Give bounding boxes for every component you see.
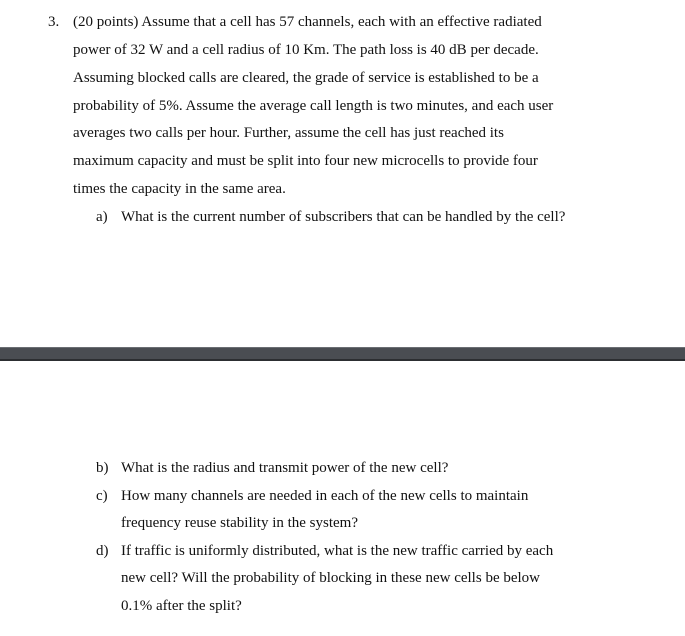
part-d-text-line: If traffic is uniformly distributed, what is the new traffic carried by each bbox=[121, 543, 554, 559]
question-text-line: (20 points) Assume that a cell has 57 channels, each with an effective radiated bbox=[73, 14, 542, 30]
question-text-line: probability of 5%. Assume the average call length is two minutes, and each user bbox=[73, 98, 554, 114]
question-number: 3. bbox=[48, 14, 60, 30]
part-c-label: c) bbox=[96, 488, 108, 504]
question-text-line: maximum capacity and must be split into four new microcells to provide four bbox=[73, 153, 538, 169]
question-text-line: power of 32 W and a cell radius of 10 Km. The path loss is 40 dB per decade. bbox=[73, 42, 539, 58]
part-a-text: What is the current number of subscribers that can be handled by the cell? bbox=[121, 209, 566, 225]
question-text-line: averages two calls per hour. Further, assume the cell has just reached its bbox=[73, 125, 504, 141]
part-c-text-line: How many channels are needed in each of the new cells to maintain bbox=[121, 488, 529, 504]
part-a-label: a) bbox=[96, 209, 108, 225]
part-d-text-line: 0.1% after the split? bbox=[121, 598, 242, 614]
part-d-label: d) bbox=[96, 543, 109, 559]
part-d-text-line: new cell? Will the probability of blocking in these new cells be below bbox=[121, 570, 541, 586]
page-divider bbox=[0, 347, 685, 361]
question-text-line: times the capacity in the same area. bbox=[73, 181, 286, 197]
question-text-line: Assuming blocked calls are cleared, the grade of service is established to be a bbox=[73, 70, 539, 86]
part-b-text: What is the radius and transmit power of the new cell? bbox=[121, 460, 449, 476]
part-c-text-line: frequency reuse stability in the system? bbox=[121, 515, 359, 531]
part-b-label: b) bbox=[96, 460, 109, 476]
